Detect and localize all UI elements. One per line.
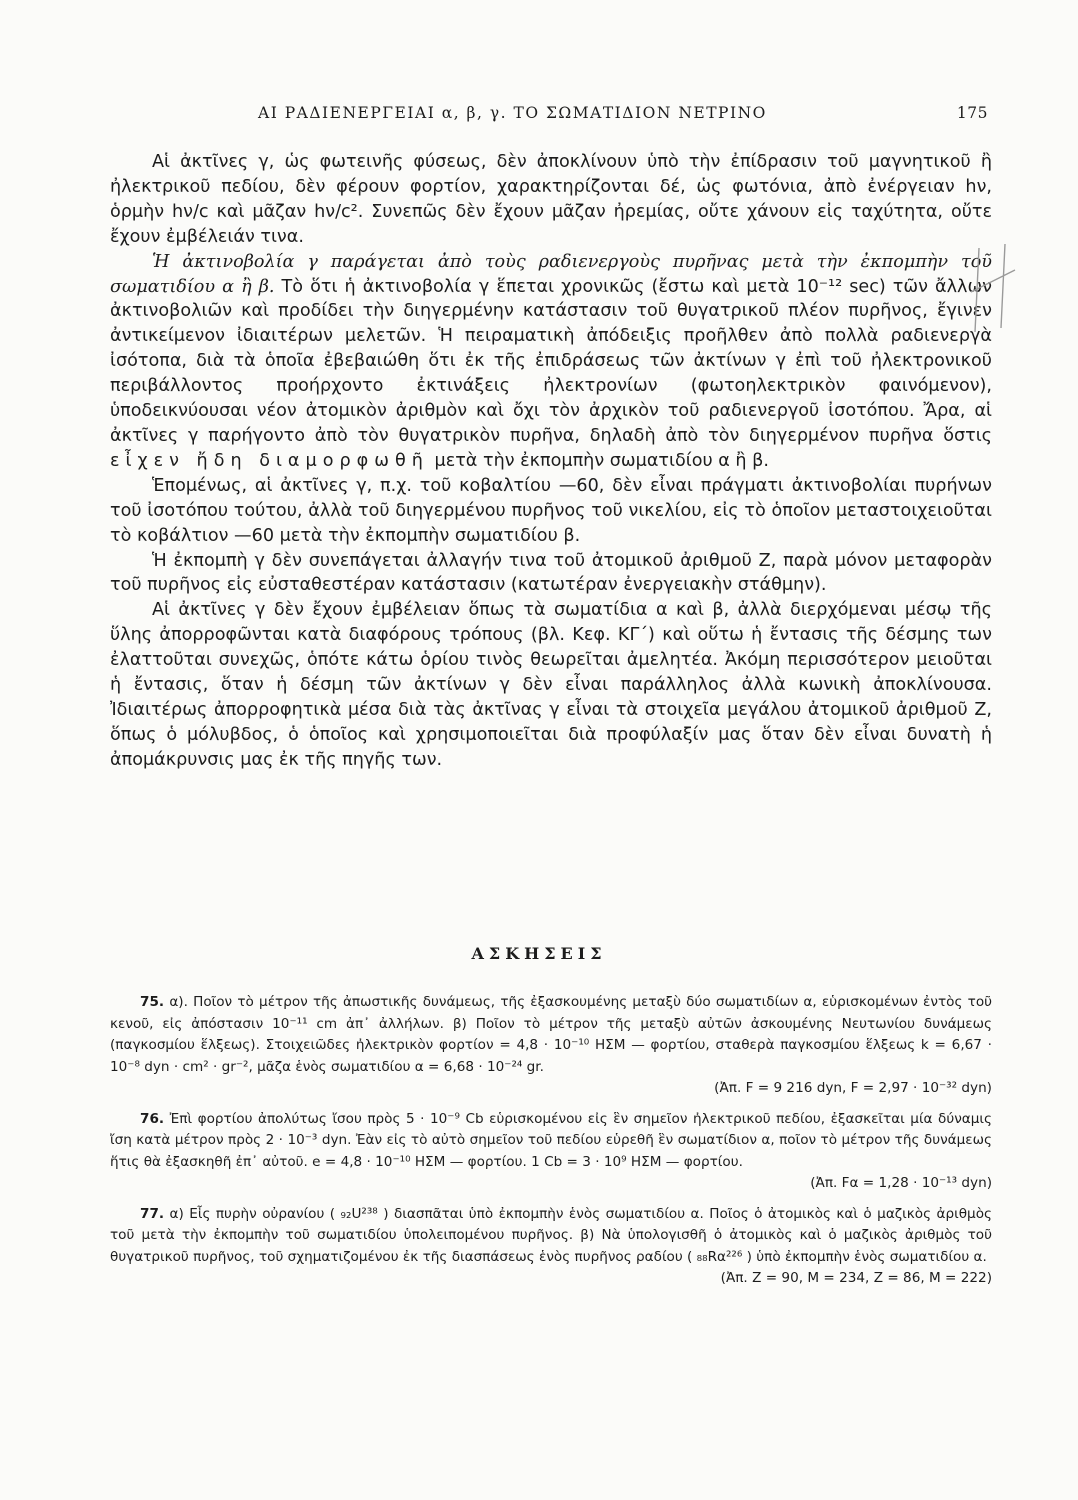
spaced-emphasis: εἶχεν ἤδη διαμορφωθῆ [110, 450, 429, 471]
exercise-number: 76. [140, 1110, 165, 1127]
paragraph-2-end: μετὰ τὴν ἐκπομπὴν σωματιδίου α ἢ β. [434, 450, 769, 471]
page-number: 175 [956, 104, 988, 122]
paragraph-5: Αἱ ἀκτῖνες γ δὲν ἔχουν ἐμβέλειαν ὅπως τὰ σωματίδια α καὶ β, ἀλλὰ διερχόμεναι μέσῳ τῆς ὕλης ἀπορροφῶνται κατὰ διαφόρους τρόπους (βλ. Κεφ. ΚΓ΄) καὶ οὕτω ἡ ἔντασις τῆς δέσμης των ἐλαττοῦται συνεχῶς, ὁπότε κάτω ὁρίου τινὸς θεωρεῖται ἀμελητέα. Ἀκόμη περισσότερον μειοῦται ἡ ἔντασις, ὅταν ἡ δέσμη τῶν ἀκτίνων γ δὲν εἶναι παράλληλος ἀλλὰ κωνικὴ ἀποκλίνουσα. Ἰδιαιτέρως ἀπορροφητικὰ μέσα διὰ τὰς ἀκτῖνας γ εἶναι τὰ στοιχεῖα μεγάλου ἀτομικοῦ ἀριθμοῦ Ζ, ὅπως ὁ μόλυβδος, ὁ ὁποῖος καὶ χρησιμοποιεῖται διὰ προφύλαξίν μας ὅταν δὲν εἶναι δυνατὴ ἡ ἀπομάκρυνσις μας ἐκ τῆς πηγῆς των. [110, 600, 992, 770]
exercise-text: α) Εἷς πυρὴν οὐρανίου ( ₉₂U²³⁸ ) διασπᾶται ὑπὸ ἐκπομπὴν ἑνὸς σωματιδίου α. Ποῖος ὁ ἀτομικὸς καὶ ὁ μαζικὸς ἀριθμὸς τοῦ μετὰ τὴν ἐκπομπὴν τοῦ σωματιδίου ὑπολειπομένου πυρῆνος. β) Νὰ ὑπολογισθῆ ὁ ἀτομικὸς καὶ ὁ μαζικὸς ἀριθμὸς τοῦ θυγατρικοῦ πυρῆνος, τοῦ σχηματιζομένου ἐκ τῆς διασπάσεως ἑνὸς πυρῆνος ραδίου ( ₈₈Rα²²⁶ ) ὑπὸ ἐκπομπὴν ἑνὸς σωματιδίου α. [110, 1205, 992, 1265]
exercise-answer: (Ἀπ. F = 9 216 dyn, F = 2,97 · 10⁻³² dyn) [714, 1080, 992, 1096]
pencil-margin-mark [965, 240, 1025, 340]
exercise-number: 75. [140, 994, 165, 1010]
italic-statement: Ἡ ἀκτινοβολία γ παράγεται ἀπὸ τοὺς ραδιενεργοὺς πυρῆνας μετὰ τὴν ἐκπομπὴν τοῦ σωματιδίου α ἢ β. [110, 251, 992, 297]
paragraph-4: Ἡ ἐκπομπὴ γ δὲν συνεπάγεται ἀλλαγήν τινα τοῦ ἀτομικοῦ ἀριθμοῦ Ζ, παρὰ μόνον μεταφορὰν τοῦ πυρῆνος εἰς εὐσταθεστέραν κατάστασιν (κατωτέραν ἐνεργειακὴν στάθμην). [110, 550, 992, 596]
exercise-answer: (Ἀπ. Fα = 1,28 · 10⁻¹³ dyn) [810, 1175, 992, 1191]
exercise-number: 77. [140, 1205, 165, 1222]
page-header [110, 104, 988, 132]
exercise-item [110, 992, 992, 1100]
main-text [110, 150, 992, 773]
paragraph-1: Αἱ ἀκτῖνες γ, ὡς φωτεινῆς φύσεως, δὲν ἀποκλίνουν ὑπὸ τὴν ἐπίδρασιν τοῦ μαγνητικοῦ ἢ ἠλεκτρικοῦ πεδίου, δὲν φέρουν φορτίον, χαρακτηρίζονται δέ, ὡς φωτόνια, ἀπὸ ἐνέργειαν hν, ὁρμὴν hν/c καὶ μᾶζαν hν/c². Συνεπῶς δὲν ἔχουν μᾶζαν ἠρεμίας, οὔτε χάνουν εἰς ταχύτητα, οὔτε ἔχουν ἐμβέλειάν τινα. [110, 152, 992, 247]
paragraph-2-body: Τὸ ὅτι ἡ ἀκτινοβολία γ ἕπεται χρονικῶς (ἔστω καὶ μετὰ 10⁻¹² sec) τῶν ἄλλων ἀκτινοβολιῶν καὶ προδίδει τὴν διηγερμένην κατάστασιν τοῦ θυγατρικοῦ πλέον πυρῆνος, ἔγινεν ἀντικείμενον ἰδιαιτέρων μελετῶν. Ἡ πειραματικὴ ἀπόδειξις προῆλθεν ἀπὸ πολλὰ ραδιενεργὰ ἰσότοπα, διὰ τὰ ὁποῖα ἐβεβαιώθη ὅτι ἐκ τῆς ἐπιδράσεως τῶν ἀκτίνων γ ἐπὶ τοῦ ἠλεκτρονικοῦ περιβάλλοντος προήρχοντο ἐκτινάξεις ἠλεκτρονίων (φωτοηλεκτρικὸν φαινόμενον), ὑποδεικνύουσαι νέον ἀτομικὸν ἀριθμὸν καὶ ὄχι τὸν ἀρχικὸν τοῦ ραδιενεργοῦ ἰσοτόπου. Ἄρα, αἱ ἀκτῖνες γ παρήγοντο ἀπὸ τὸν θυγατρικὸν πυρῆνα, δηλαδὴ ἀπὸ τὸν διηγερμένον πυρῆνα ὅστις [110, 276, 993, 446]
exercise-answer: (Ἀπ. Ζ = 90, Μ = 234, Ζ = 86, Μ = 222) [720, 1270, 992, 1286]
exercises-heading: ΑΣΚΗΣΕΙΣ [471, 944, 607, 963]
running-title: ΑΙ ΡΑΔΙΕΝΕΡΓΕΙΑΙ α, β, γ. ΤΟ ΣΩΜΑΤΙΔΙΟΝ ΝΕΤΡΙΝΟ [258, 104, 767, 122]
exercise-text: Ἐπὶ φορτίου ἀπολύτως ἴσου πρὸς 5 · 10⁻⁹ Cb εὑρισκομένου εἰς ἓν σημεῖον ἠλεκτρικοῦ πεδίου, ἐξασκεῖται μία δύναμις ἴση κατὰ μέτρον πρὸς 2 · 10⁻³ dyn. Ἐὰν εἰς τὸ αὐτὸ σημεῖον τοῦ πεδίου εὑρεθῆ ἓν σωματίδιον α, ποῖον τὸ μέτρον τῆς δυνάμεως ἥτις θὰ ἐξασκηθῆ ἐπ᾽ αὐτοῦ. e = 4,8 · 10⁻¹⁰ ΗΣΜ — φορτίου. 1 Cb = 3 · 10⁹ ΗΣΜ — φορτίου. [110, 1110, 992, 1170]
exercise-item [110, 1109, 992, 1195]
paragraph-2 [110, 250, 992, 474]
exercise-item [110, 1204, 992, 1290]
paragraph-3: Ἑπομένως, αἱ ἀκτῖνες γ, π.χ. τοῦ κοβαλτίου —60, δὲν εἶναι πράγματι ἀκτινοβολίαι πυρήνων τοῦ ἰσοτόπου τούτου, ἀλλὰ τοῦ διηγερμένου πυρῆνος τοῦ νικελίου, εἰς τὸ ὁποῖον μεταστοιχειοῦται τὸ κοβάλτιον —60 μετὰ τὴν ἐκπομπὴν σωματιδίου β. [110, 475, 992, 546]
exercises-list [110, 992, 992, 1299]
exercise-text: α). Ποῖον τὸ μέτρον τῆς ἀπωστικῆς δυνάμεως, τῆς ἐξασκουμένης μεταξὺ δύο σωματιδίων α, εὑρισκομένων ἐντὸς τοῦ κενοῦ, εἰς ἀπόστασιν 10⁻¹¹ cm ἀπ᾽ ἀλλήλων. β) Ποῖον τὸ μέτρον τῆς μεταξὺ αὐτῶν ἀσκουμένης Νευτωνίου δυνάμεως (παγκοσμίου ἕλξεως). Στοιχειῶδες ἠλεκτρικὸν φορτίον = 4,8 · 10⁻¹⁰ ΗΣΜ — φορτίου, σταθερὰ παγκοσμίου ἕλξεως k = 6,67 · 10⁻⁸ dyn · cm² · gr⁻², μᾶζα ἑνὸς σωματιδίου α = 6,68 · 10⁻²⁴ gr. [110, 994, 993, 1075]
